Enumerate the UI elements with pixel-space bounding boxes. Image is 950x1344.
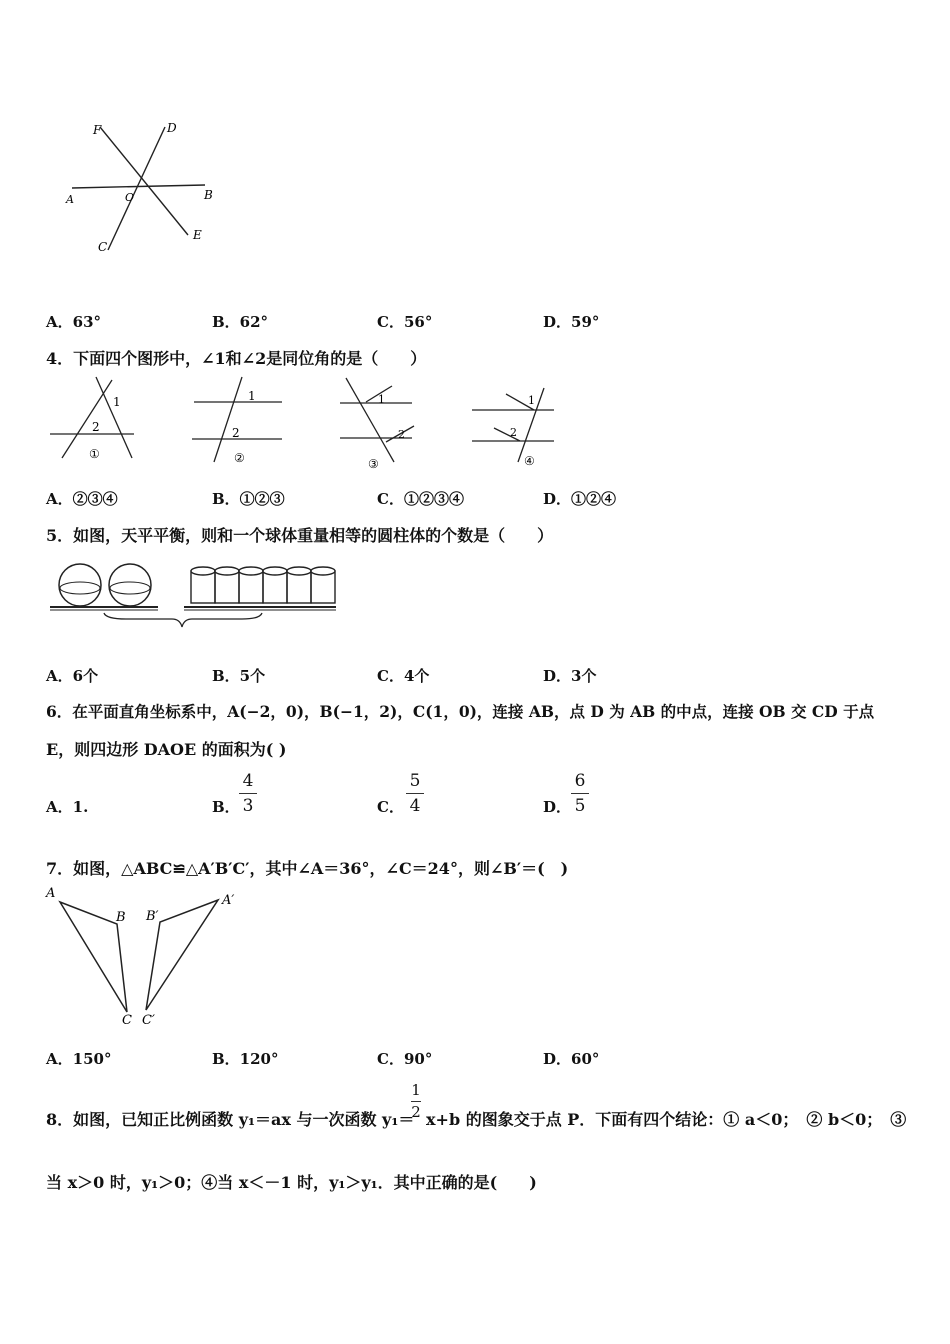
label-O: O [125,191,135,204]
q4-fig-label-3: ③ [368,457,379,471]
q5-option-a[interactable]: A．6个 [46,667,99,685]
q4-option-b[interactable]: B．①②③ [212,490,285,508]
q4-option-c[interactable]: C．①②③④ [377,490,464,508]
q5-option-b[interactable]: B．5个 [212,667,266,685]
svg-text:2: 2 [232,426,240,440]
q6-option-d[interactable] [543,796,571,817]
q3-figure [60,115,240,260]
q3-option-c[interactable]: C．56° [377,313,433,331]
svg-text:2: 2 [398,428,405,441]
q5-question: 5．如图，天平平衡，则和一个球体重量相等的圆柱体的个数是（ ） [46,526,554,545]
label-B: B [116,910,126,925]
q7-option-a[interactable]: A．150° [46,1050,112,1068]
svg-text:2: 2 [510,426,517,439]
q8-question-line2: 当 x＞0 时，y₁＞0；④当 x＜－1 时，y₁＞y₁．其中正确的是( ) [46,1173,537,1192]
svg-text:1: 1 [248,389,256,403]
q4-fig-1 [50,377,134,461]
q4-fig-4 [472,388,554,468]
label-C: C [122,1013,132,1028]
q4-fig-2 [192,377,282,465]
q3-option-d[interactable]: D．59° [543,313,600,331]
label-D: D [167,121,177,135]
q5-balance-figure [46,555,346,635]
q6-option-a[interactable]: A．1. [46,798,89,816]
q6-question-line2: E，则四边形 DAOE 的面积为( ) [46,740,287,759]
q7-option-d[interactable]: D．60° [543,1050,600,1068]
q6-option-c-fraction: 5 4 [403,771,427,816]
q4-question: 4．下面四个图形中，∠1和∠2是同位角的是（ ） [46,349,427,368]
q6-option-d-fraction: 6 5 [568,771,592,816]
q5-option-c[interactable]: C．4个 [377,667,430,685]
label-C-prime: C′ [142,1013,155,1028]
q7-option-b[interactable]: B．120° [212,1050,279,1068]
q3-option-b[interactable]: B．62° [212,313,269,331]
q8-question-pre: 8．如图，已知正比例函数 y₁＝ax 与一次函数 y₁＝ [46,1110,415,1129]
q4-fig-3 [340,378,414,471]
q8-question-post: x+b 的图象交于点 P．下面有四个结论：① a＜0； ② b＜0； ③ [426,1110,907,1129]
label-A: A [46,886,56,901]
q6-option-c[interactable] [377,796,404,817]
q4-figures [46,374,566,474]
svg-text:1: 1 [528,394,535,407]
q4-fig-label-1: ① [89,447,100,461]
q6-option-b-label: B． [212,798,240,816]
q4-fig-label-2: ② [234,451,245,465]
svg-text:1: 1 [113,395,121,409]
q6-option-b-fraction: 4 3 [236,771,260,816]
label-E: E [193,228,202,242]
q4-fig-label-4: ④ [524,454,535,468]
svg-text:2: 2 [92,420,100,434]
label-B: B [204,188,213,202]
q6-question-line1: 6．在平面直角坐标系中，A(−2，0)，B(−1，2)，C(1，0)，连接 AB，点 D 为 AB 的中点，连接 OB 交 CD 于点 [46,702,875,721]
q6-option-c-label: C． [377,798,404,816]
label-C: C [98,240,108,254]
q7-option-c[interactable]: C．90° [377,1050,433,1068]
label-A-prime: A′ [222,893,235,908]
label-A: A [66,193,74,206]
svg-text:1: 1 [378,393,385,406]
q4-option-d[interactable]: D．①②④ [543,490,617,508]
q8-fraction: 1 2 [411,1081,421,1121]
q3-option-a[interactable]: A．63° [46,313,102,331]
q6-option-d-label: D． [543,798,572,816]
q7-question: 7．如图，△ABC≌△A′B′C′，其中∠A＝36°，∠C＝24°，则∠B′＝( ) [46,859,569,878]
q5-option-d[interactable]: D．3个 [543,667,597,685]
q7-figure [40,880,250,1035]
label-F: F [93,123,102,137]
label-B-prime: B′ [146,909,159,924]
q4-option-a[interactable]: A．②③④ [46,490,118,508]
